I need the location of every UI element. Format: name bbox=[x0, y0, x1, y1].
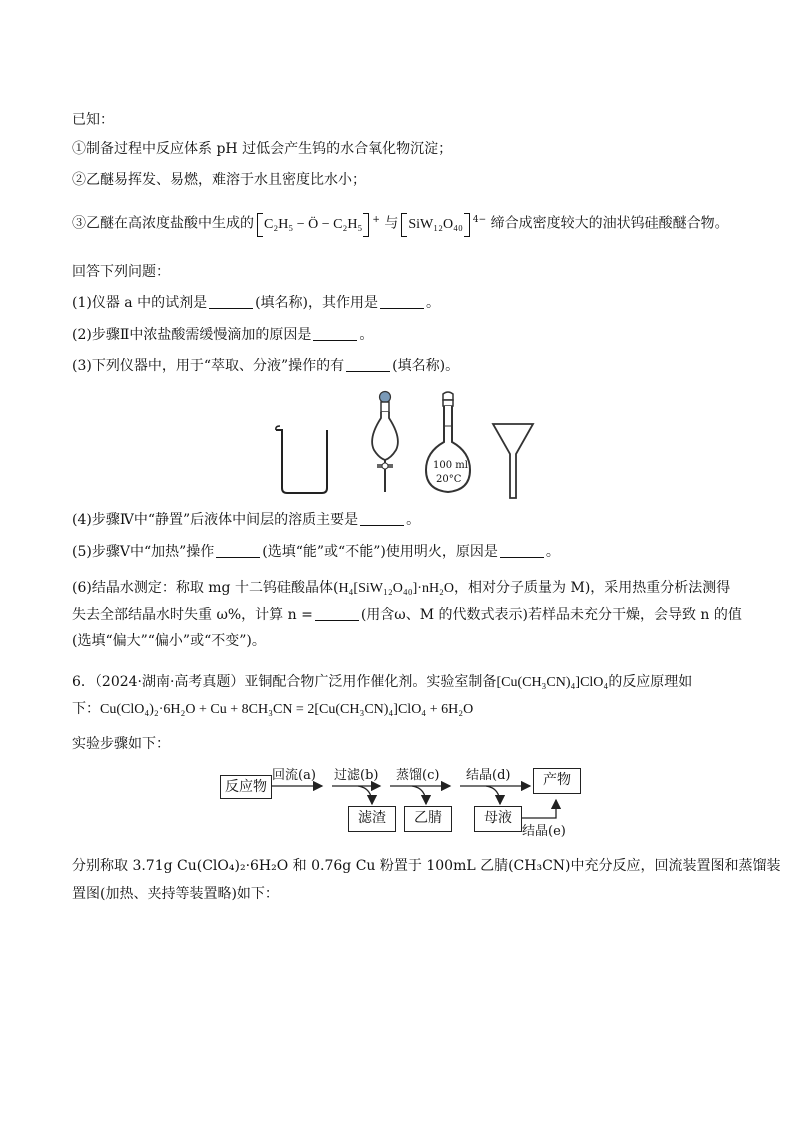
question-5: (5)步骤Ⅴ中“加热”操作 (选填“能”或“不能”)使用明火，原因是 。 bbox=[72, 544, 560, 560]
complex-formula: [Cu(CH₃CN)₄]ClO₄ bbox=[496, 675, 609, 690]
question-6-line-1: (6)结晶水测定：称取 mg 十二钨硅酸晶体(H₄[SiW₁₂O₄₀]·nH₂O，相对分子质量为 M)，采用热重分析法测得 bbox=[72, 580, 731, 596]
flow-label-reflux: 回流(a) bbox=[272, 768, 316, 783]
known-item-2: ②乙醚易挥发、易燃，难溶于水且密度比水小； bbox=[72, 172, 366, 188]
known-heading: 已知： bbox=[72, 112, 114, 128]
ether-ion: C₂H₅ − Ö − C₂H₅ bbox=[257, 213, 369, 237]
flow-label-distill: 蒸馏(c) bbox=[396, 768, 440, 783]
flow-box-product: 产物 bbox=[533, 768, 581, 794]
reaction-equation: Cu(ClO₄)₂·6H₂O + Cu + 8CH₃CN = 2[Cu(CH₃CN)₄]ClO₄ + 6H₂O bbox=[100, 702, 474, 717]
flow-label-crystallize-e: 结晶(e) bbox=[522, 824, 566, 839]
flow-box-acetonitrile: 乙腈 bbox=[404, 806, 452, 832]
flow-label-filter: 过滤(b) bbox=[334, 768, 379, 783]
question-6-line-2: 失去全部结晶水时失重 ω%，计算 n = (用含ω、M 的代数式表示)若样品未充分干燥，会导致 n 的值 bbox=[72, 607, 742, 623]
known-item-1: ①制备过程中反应体系 pH 过低会产生钨的水合氧化物沉淀； bbox=[72, 141, 453, 157]
question-2: (2)步骤Ⅱ中浓盐酸需缓慢滴加的原因是 。 bbox=[72, 327, 374, 343]
steps-heading: 实验步骤如下： bbox=[72, 736, 170, 752]
flow-box-mother-liquor: 母液 bbox=[474, 806, 522, 832]
known-item-3: ③乙醚在高浓度盐酸中生成的 C₂H₅ − Ö − C₂H₅ + 与 SiW₁₂O₄₀ $^{4-}$ 缔合成密度较大的油状钨硅酸醚合物。 bbox=[72, 210, 729, 237]
final-text-line-1: 分别称取 3.71g Cu(ClO₄)₂·6H₂O 和 0.76g Cu 粉置于 100mL 乙腈(CH₃CN)中充分反应，回流装置图和蒸馏装 bbox=[72, 858, 781, 874]
problem-6-line-2: 下：Cu(ClO₄)₂·6H₂O + Cu + 8CH₃CN = 2[Cu(CH₃CN)₄]ClO₄ + 6H₂O bbox=[72, 701, 474, 717]
question-4: (4)步骤Ⅳ中“静置”后液体中间层的溶质主要是 。 bbox=[72, 512, 421, 528]
question-6-line-3: (选填“偏大”“偏小”或“不变”)。 bbox=[72, 633, 266, 649]
final-text-line-2: 置图(加热、夹持等装置略)如下： bbox=[72, 886, 279, 902]
silicotungstate-ion: SiW₁₂O₄₀ bbox=[401, 213, 470, 237]
question-3: (3)下列仪器中，用于“萃取、分液”操作的有 (填名称)。 bbox=[72, 358, 460, 374]
flask-temp-label: 20°C bbox=[436, 474, 462, 485]
flask-volume-label: 100 ml bbox=[433, 460, 468, 471]
flow-label-crystallize-d: 结晶(d) bbox=[466, 768, 511, 783]
flow-box-reactants: 反应物 bbox=[220, 775, 272, 799]
questions-heading: 回答下列问题： bbox=[72, 264, 170, 280]
question-1: (1)仪器 a 中的试剂是 (填名称)，其作用是 。 bbox=[72, 295, 441, 311]
crystal-formula: H₄[SiW₁₂O₄₀]·nH₂O bbox=[338, 581, 455, 596]
flow-box-residue: 滤渣 bbox=[348, 806, 396, 832]
problem-6-line-1: 6．（2024·湖南·高考真题）亚铜配合物广泛用作催化剂。实验室制备[Cu(CH₃CN)₄]ClO₄的反应原理如 bbox=[72, 674, 693, 690]
